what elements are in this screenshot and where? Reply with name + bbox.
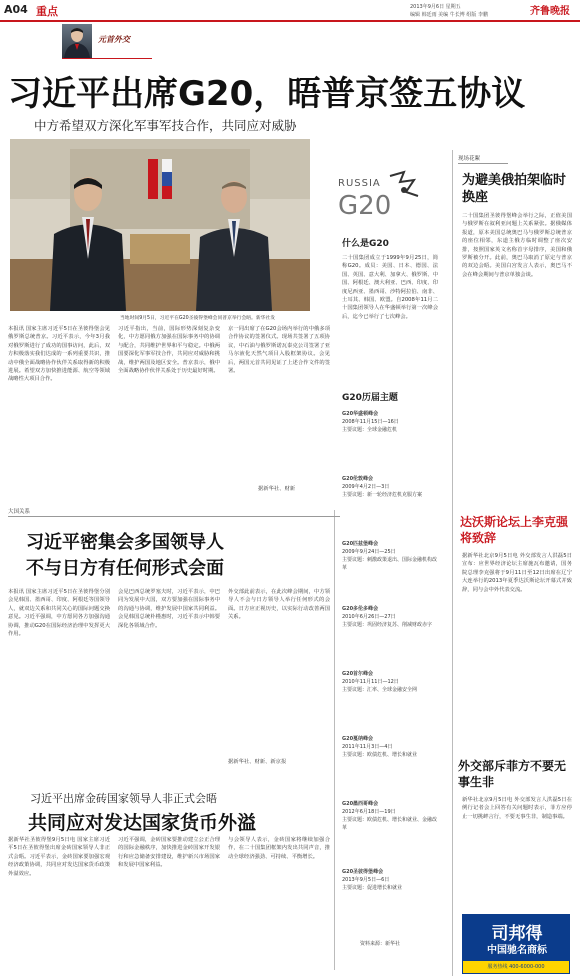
ad-phone: 服务热线 400-6000-000: [463, 961, 569, 973]
summit-date: 2009年4月2日—3日: [342, 484, 390, 490]
ad-brand: 司邦得: [491, 924, 543, 944]
russia-g20-logo: [334, 170, 424, 230]
article3-column: 习近平强调，金砖国家要推动建立公正合理的国际金融秩序，加快推进金砖国家开发银行和应急储备安排建设，维护新兴市场国家和发展中国家利益。: [118, 837, 220, 869]
svg-text:RUSSIA: RUSSIA: [338, 178, 381, 189]
ad-subtitle: 中国驰名商标: [487, 945, 547, 956]
article2-credit: 据新华社、财新、新京报: [228, 759, 287, 765]
summit-location: G20伦敦峰会: [342, 476, 374, 482]
main-story-body: [8, 325, 340, 505]
header-editors: 编辑 韩廷雨 美编 牛长博 组版 李鹏: [410, 12, 488, 18]
article2-column: 本报讯 国家主席习近平5日在圣彼得堡分别会见韩国、墨西哥、印度、阿根廷等国领导人，就双边关系和共同关心的国际问题交换意见。习近平强调，中方愿同各方加强沟通协调，推动G20在国际经济治理中发挥更大作用。: [8, 589, 110, 638]
portrait-image: [62, 24, 92, 58]
summit-theme: 主要议题：汇率、全球金融安全网: [342, 687, 418, 693]
summit-theme: 主要议题：欧债危机、增长和就业: [342, 752, 418, 758]
right-body-1: 二十国集团圣彼得堡峰会举行之际，正值美国与俄罗斯在叙利亚问题上关系紧张。据俄媒体报道，原本美国总统奥巴马与俄罗斯总统普京的座位相邻，东道主俄方临时调整了座次安排，按照国家英文名称首字母排序，美国和俄罗斯被分开。此前，奥巴马取消了原定与普京的双边会晤。美国白宫发言人表示，奥巴马不会在峰会期间与普京单独会谈。: [462, 213, 572, 278]
summit-item: [342, 735, 438, 759]
article2-column: 会见巴西总统罗塞夫时，习近平表示，中巴同为发展中大国，双方要加强在国际事务中的沟通与协调，维护发展中国家共同利益。会见韩国总统朴槿惠时，习近平表示中韩要深化各领域合作。: [118, 589, 220, 629]
summit-theme: 主要议题：促进增长和就业: [342, 885, 403, 891]
main-story-column: 本报讯 国家主席习近平5日在圣彼得堡会见俄罗斯总统普京。习近平表示，今年3月我对俄罗斯进行了成功的国事访问，此后，双方积极落实我们达成的一系列重要共识，推动中俄全面战略协作伙伴关系取得新的积极进展。希望双方加快推进能源、航空等领域战略性大项目合作。: [8, 326, 110, 383]
article2-body: [8, 588, 340, 778]
summit-item: [342, 605, 438, 629]
summit-location: G20多伦多峰会: [342, 606, 379, 612]
article2-tag: 大国关系: [8, 509, 31, 515]
main-story-column: 习近平指出，当前，国际形势深刻复杂变化，中方愿同俄方加强在国际事务中的协调与配合，共同维护世界和平与稳定。中俄两国要深化军事军技合作，共同应对威胁和挑战，维护两国及地区安全。普京表示，俄中全面战略协作伙伴关系处于历史最好时期。: [118, 326, 220, 375]
summit-item: [342, 475, 438, 499]
article3-headline: 共同应对发达国家货币外溢: [28, 812, 257, 834]
summit-location: G20墨西哥峰会: [342, 801, 379, 807]
summit-date: 2011年11月3日—4日: [342, 744, 393, 750]
summit-location: G20匹兹堡峰会: [342, 541, 379, 547]
article2-headline-line1: 习近平密集会多国领导人: [26, 532, 224, 553]
right-headline-2: 达沃斯论坛上李克强将致辞: [460, 515, 569, 545]
summit-date: 2010年11月11日—12日: [342, 679, 399, 685]
summit-location: G20华盛顿峰会: [342, 411, 379, 417]
article3-column: 据新华社圣彼得堡9月5日电 国家主席习近平5日在圣彼得堡出席金砖国家领导人非正式会晤。习近平表示，金砖国家要加强宏观经济政策协调，共同应对发达国家货币政策外溢效应。: [8, 837, 110, 877]
right-headline-1: 为避美俄拍架临时换座: [462, 173, 567, 205]
summit-location: G20圣彼得堡峰会: [342, 869, 384, 875]
svg-text:G20: G20: [338, 191, 392, 221]
right-column-tag: 现场花絮: [458, 154, 508, 164]
article3-body: [8, 836, 340, 976]
newspaper-logo: 齐鲁晚报: [530, 6, 570, 17]
summit-photo: [10, 139, 310, 311]
column-rule: [452, 150, 453, 976]
summit-item: [342, 868, 438, 892]
page-number: A04: [4, 3, 28, 16]
g20-source: 资料来源：新华社: [360, 941, 401, 947]
g20-history-title: G20历届主题: [342, 393, 398, 403]
g20-question: 什么是G20: [342, 239, 389, 249]
main-story-credit: 据新华社、财新: [258, 486, 296, 492]
page-header: [0, 0, 580, 22]
article3-column: 与会领导人表示，金砖国家将继续加强合作，在二十国集团框架内发出共同声音，推动全球经济强劲、可持续、平衡增长。: [228, 837, 330, 860]
banner-rule: [62, 58, 152, 59]
advertisement[interactable]: [462, 914, 570, 974]
article2-column: 外交部此前表示，在此次峰会期间，中方领导人不会与日方领导人举行任何形式的会面。日方应正视历史，以实际行动改善两国关系。: [228, 589, 330, 621]
summit-theme: 主要议题：欧债危机、增长和就业、金融改革: [342, 817, 438, 831]
summit-location: G20首尔峰会: [342, 671, 374, 677]
summit-item: [342, 540, 438, 572]
main-headline: 习近平出席G20，晤普京签五协议: [8, 74, 526, 114]
summit-date: 2012年6月18日—19日: [342, 809, 396, 815]
summit-date: 2008年11月15日—16日: [342, 419, 399, 425]
summit-date: 2009年9月24日—25日: [342, 549, 396, 555]
right-body-3: 新华社北京9月5日电 外交部发言人洪磊5日在例行记者会上回答有关问题时表示，菲方应停止一切挑衅言行，不要无事生非，制造事端。: [462, 797, 572, 820]
summit-theme: 主要议题：刺激政策退出、国际金融机构改革: [342, 557, 438, 571]
main-subheadline: 中方希望双方深化军事军技合作，共同应对威胁: [34, 118, 297, 133]
summit-theme: 主要议题：全球金融危机: [342, 427, 398, 433]
article2-rule: [8, 516, 340, 517]
article2-headline-line2: 不与日方有任何形式会面: [26, 558, 224, 579]
summit-item: [342, 670, 438, 694]
header-date: 2013年9月6日 星期五: [410, 4, 461, 10]
main-story-column: 京一同出席了在G20会场内举行的中俄多项合作协议的签署仪式。现场共签署了五项协议，中石油与俄罗斯诺瓦泰克公司签署了亚马尔液化天然气项目入股框架协议。会见后，两国元首共同见证了上述合作文件的签署。: [228, 326, 330, 375]
summit-location: G20戛纳峰会: [342, 736, 374, 742]
summit-theme: 主要议题：巩固经济复苏、削减财政赤字: [342, 622, 433, 628]
section-label: 重点: [36, 5, 58, 18]
photo-caption: 当地时间9月5日，习近平在G20圣彼得堡峰会同普京举行会晤。新华社发: [120, 316, 276, 321]
g20-info: 二十国集团成立于1999年9月25日，简称G20。成员：美国、日本、德国、法国、英国、意大利、加拿大、俄罗斯、中国、阿根廷、澳大利亚、巴西、印度、印度尼西亚、墨西哥、沙特阿拉伯、南非、土耳其、韩国、欧盟。自2008年11月二十国集团领导人在华盛顿举行第一次峰会后，迄今已举行了七次峰会。: [342, 255, 438, 320]
summit-date: 2010年6月26日—27日: [342, 614, 396, 620]
article3-subheadline: 习近平出席金砖国家领导人非正式会晤: [30, 792, 217, 805]
summit-item: [342, 800, 438, 832]
summit-item: [342, 410, 438, 434]
right-body-2: 据新华社北京9月5日电 外交部发言人洪磊5日宣布：应世界经济论坛主席施瓦布邀请，国务院总理李克强将于9月11日至12日出席在辽宁大连举行的2013年夏季达沃斯论坛开幕式并致辞，同与会中外代表交流。: [462, 553, 572, 593]
right-headline-3: 外交部斥菲方不要无事生非: [458, 759, 567, 789]
summit-date: 2013年9月5日—6日: [342, 877, 390, 883]
column-title: 元首外交: [98, 34, 130, 44]
summit-theme: 主要议题：新一轮经济危机克服方案: [342, 492, 423, 498]
